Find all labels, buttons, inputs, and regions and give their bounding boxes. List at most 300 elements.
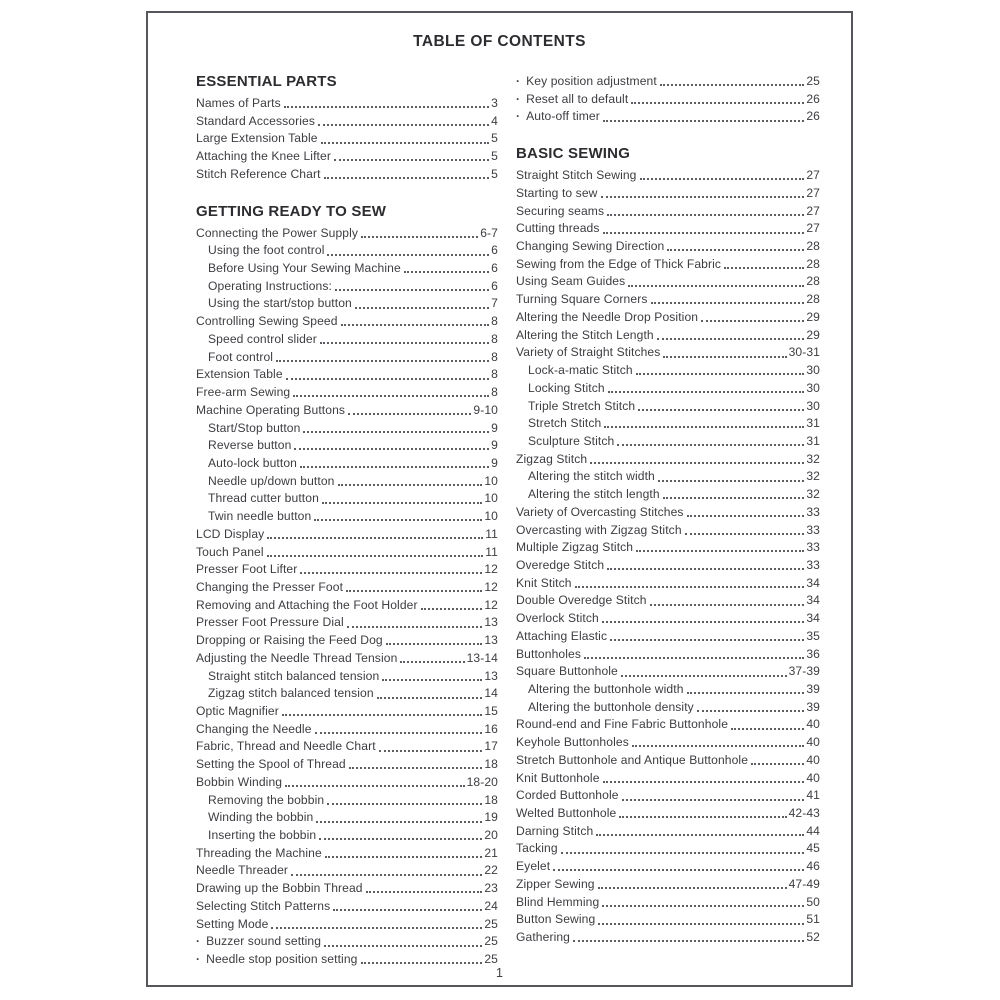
toc-entry-label: Altering the buttonhole width — [528, 682, 684, 696]
toc-entry — [516, 468, 820, 486]
toc-entry-page: 9-10 — [473, 402, 498, 417]
toc-entry-label: Double Overedge Stitch — [516, 593, 647, 608]
toc-entry-label: Altering the stitch width — [528, 469, 655, 484]
toc-entry-label: Multiple Zigzag Stitch — [516, 540, 634, 555]
toc-entry-page: 32 — [806, 469, 820, 484]
toc-entry — [196, 756, 498, 774]
toc-entry-page: 9 — [491, 455, 498, 470]
toc-entry-label: Standard Accessories — [196, 113, 315, 128]
toc-entry-label: Using the foot control — [208, 243, 325, 258]
toc-section — [516, 73, 820, 126]
toc-entry — [196, 225, 498, 243]
toc-entry — [516, 451, 820, 469]
dot-leader — [663, 497, 805, 499]
dot-leader — [321, 142, 490, 144]
toc-entry-page: 10 — [484, 491, 498, 506]
toc-entry — [516, 646, 820, 664]
dot-leader — [347, 626, 483, 628]
dot-leader — [604, 426, 804, 428]
toc-entry-label: Straight stitch balanced tension — [208, 668, 380, 683]
dot-leader — [349, 767, 483, 769]
toc-entry-label: Starting to sew — [516, 185, 598, 200]
toc-entry — [516, 327, 820, 345]
toc-entry-label: Touch Panel — [196, 544, 264, 559]
toc-entry-label: Using Seam Guides — [516, 274, 626, 289]
toc-entry-label: Square Buttonhole — [516, 664, 618, 679]
toc-entry-page: 20 — [484, 828, 498, 843]
toc-entry — [516, 628, 820, 646]
dot-leader — [348, 413, 471, 415]
dot-leader — [319, 838, 482, 840]
toc-entry — [516, 911, 820, 929]
toc-entry — [196, 278, 498, 296]
toc-entry-page: 47-49 — [788, 876, 820, 891]
toc-entry-page: 25 — [484, 952, 498, 967]
toc-entry-label: Darning Stitch — [516, 823, 594, 838]
toc-entry — [196, 792, 498, 810]
toc-entry-label: Removing and Attaching the Foot Holder — [196, 597, 418, 612]
toc-entry-label: Inserting the bobbin — [208, 828, 317, 843]
toc-entry-label: Locking Stitch — [528, 380, 605, 395]
dot-leader — [400, 661, 464, 663]
toc-entry — [196, 508, 498, 526]
dot-leader — [636, 373, 805, 375]
dot-leader — [636, 550, 804, 552]
toc-entry-label: Thread cutter button — [208, 491, 319, 506]
toc-entry-page: 8 — [491, 385, 498, 400]
toc-entry — [196, 260, 498, 278]
toc-entry — [196, 614, 498, 632]
toc-entry-page: 51 — [806, 912, 820, 927]
toc-entry-page: 35 — [806, 628, 820, 643]
toc-entry-page: 29 — [806, 327, 820, 342]
toc-entry-label: Blind Hemming — [516, 894, 600, 909]
toc-entry — [196, 148, 498, 166]
toc-entry-label: Threading the Machine — [196, 845, 322, 860]
toc-entry — [196, 113, 498, 131]
toc-entry-label: Overedge Stitch — [516, 557, 605, 572]
dot-leader — [327, 254, 489, 256]
toc-entry-page: 21 — [484, 845, 498, 860]
dot-leader — [590, 462, 804, 464]
toc-entry-label: Tacking — [516, 841, 558, 856]
dot-leader — [603, 232, 805, 234]
toc-entry — [516, 380, 820, 398]
toc-entry — [196, 827, 498, 845]
toc-entry — [516, 699, 820, 717]
toc-entry — [516, 185, 820, 203]
dot-leader — [724, 267, 804, 269]
dot-leader — [382, 679, 482, 681]
dot-leader — [658, 480, 804, 482]
toc-entry-page: 8 — [491, 367, 498, 382]
toc-entry-page: 52 — [806, 930, 820, 945]
toc-entry — [516, 823, 820, 841]
toc-entry-page: 40 — [806, 735, 820, 750]
toc-column-left — [196, 73, 498, 969]
toc-entry-label: Attaching the Knee Lifter — [196, 149, 331, 164]
toc-entry-label: Reverse button — [208, 438, 292, 453]
toc-entry — [516, 398, 820, 416]
dot-leader — [701, 320, 804, 322]
dot-leader — [640, 178, 805, 180]
toc-entry-page: 12 — [484, 597, 498, 612]
toc-entry-page: 7 — [491, 296, 498, 311]
toc-entry-page: 6 — [491, 261, 498, 276]
dot-leader — [346, 590, 482, 592]
dot-leader — [335, 289, 489, 291]
toc-entry — [196, 526, 498, 544]
toc-entry — [516, 752, 820, 770]
dot-leader — [386, 643, 483, 645]
toc-entry-label: Buzzer sound setting — [206, 934, 322, 949]
bullet-icon: · — [196, 952, 201, 967]
dot-leader — [300, 466, 489, 468]
toc-entry-page: 3 — [491, 96, 498, 110]
toc-entry-page: 41 — [806, 788, 820, 803]
dot-leader — [379, 750, 483, 752]
toc-entry — [516, 734, 820, 752]
dot-leader — [294, 448, 489, 450]
dot-leader — [324, 177, 490, 179]
toc-entry-page: 50 — [806, 894, 820, 909]
toc-entry-page: 34 — [806, 575, 820, 590]
toc-entry-page: 30 — [806, 380, 820, 395]
toc-entry — [196, 933, 498, 951]
toc-entry — [196, 862, 498, 880]
toc-entry-label: Changing Sewing Direction — [516, 239, 665, 254]
toc-entry-page: 9 — [491, 420, 498, 435]
toc-entry-page: 28 — [806, 292, 820, 307]
toc-entry — [196, 166, 498, 184]
toc-entry-label: Gathering — [516, 930, 571, 945]
dot-leader — [638, 409, 804, 411]
dot-leader — [267, 537, 483, 539]
toc-entry — [196, 420, 498, 438]
toc-entry-page: 30 — [806, 398, 820, 413]
toc-entry-page: 19 — [484, 810, 498, 825]
toc-entry-page: 31 — [806, 433, 820, 448]
toc-entry-label: Needle Threader — [196, 863, 289, 878]
dot-leader — [320, 342, 489, 344]
toc-entry — [516, 203, 820, 221]
dot-leader — [267, 555, 484, 557]
dot-leader — [377, 697, 483, 699]
dot-leader — [651, 302, 805, 304]
toc-entry-page: 8 — [491, 349, 498, 364]
toc-entry-page: 12 — [484, 562, 498, 577]
toc-entry-label: Changing the Presser Foot — [196, 579, 344, 594]
dot-leader — [573, 940, 804, 942]
dot-leader — [596, 834, 804, 836]
toc-entry-page: 16 — [484, 721, 498, 736]
toc-entry — [196, 437, 498, 455]
toc-entry — [516, 716, 820, 734]
toc-entry-label: Needle stop position setting — [206, 952, 358, 967]
toc-entry-label: Auto-off timer — [526, 109, 600, 124]
toc-entry — [516, 238, 820, 256]
toc-entry-page: 28 — [806, 256, 820, 271]
toc-entry — [516, 108, 820, 126]
toc-entry-page: 9 — [491, 438, 498, 453]
toc-entry-label: Attaching Elastic — [516, 628, 608, 643]
dot-leader — [303, 431, 489, 433]
toc-entry-label: Straight Stitch Sewing — [516, 168, 637, 183]
dot-leader — [608, 391, 805, 393]
toc-entry-page: 13 — [484, 633, 498, 648]
dot-leader — [687, 515, 805, 517]
toc-entry — [196, 738, 498, 756]
toc-entry — [516, 73, 820, 91]
toc-entry-label: Key position adjustment — [526, 74, 657, 88]
toc-entry-page: 39 — [806, 682, 820, 696]
toc-entry-label: Overlock Stitch — [516, 611, 599, 626]
toc-entry-label: Lock-a-matic Stitch — [528, 363, 633, 378]
dot-leader — [341, 324, 490, 326]
toc-entry-page: 40 — [806, 770, 820, 785]
toc-entry-page: 14 — [484, 686, 498, 701]
toc-entry — [516, 362, 820, 380]
bullet-icon: · — [196, 934, 201, 949]
toc-entry — [516, 256, 820, 274]
dot-leader — [361, 962, 483, 964]
toc-entry — [516, 291, 820, 309]
toc-entry-page: 22 — [484, 863, 498, 878]
toc-entry-page: 23 — [484, 881, 498, 896]
toc-entry-label: LCD Display — [196, 526, 265, 541]
toc-entry — [196, 455, 498, 473]
page-border-frame — [146, 11, 853, 987]
toc-entry-page: 8 — [491, 314, 498, 329]
toc-entry-page: 13 — [484, 615, 498, 630]
dot-leader — [421, 608, 483, 610]
toc-entry-label: Presser Foot Lifter — [196, 562, 298, 577]
toc-entry-page: 11 — [485, 544, 498, 559]
toc-entry — [516, 91, 820, 109]
toc-entry-page: 40 — [806, 752, 820, 767]
toc-entry-page: 17 — [484, 739, 498, 754]
toc-entry-label: Cutting threads — [516, 221, 600, 236]
dot-leader — [631, 102, 804, 104]
toc-entry — [516, 929, 820, 947]
toc-entry — [516, 787, 820, 805]
toc-entry-page: 31 — [806, 416, 820, 431]
toc-entry-page: 33 — [806, 504, 820, 519]
toc-entry-label: Altering the stitch length — [528, 487, 660, 502]
dot-leader — [602, 905, 804, 907]
toc-entry — [196, 597, 498, 615]
toc-entry — [516, 610, 820, 628]
toc-entry — [196, 490, 498, 508]
dot-leader — [687, 692, 805, 694]
toc-entry — [196, 242, 498, 260]
toc-entry — [196, 880, 498, 898]
dot-leader — [334, 159, 489, 161]
page-title: TABLE OF CONTENTS — [413, 33, 586, 50]
toc-entry-page: 24 — [484, 898, 498, 913]
toc-section — [196, 73, 498, 184]
toc-entry-label: Presser Foot Pressure Dial — [196, 615, 344, 630]
dot-leader — [667, 249, 804, 251]
toc-entry-label: Setting Mode — [196, 916, 269, 931]
dot-leader — [282, 714, 483, 716]
toc-entry-label: Connecting the Power Supply — [196, 225, 359, 240]
toc-entry-page: 26 — [806, 109, 820, 124]
dot-leader — [338, 484, 483, 486]
toc-entry-page: 5 — [491, 131, 498, 146]
dot-leader — [271, 927, 482, 929]
toc-entry-label: Bobbin Winding — [196, 774, 283, 789]
toc-entry-page: 10 — [484, 509, 498, 524]
toc-entry-page: 28 — [806, 239, 820, 254]
dot-leader — [300, 572, 482, 574]
dot-leader — [610, 639, 804, 641]
toc-section — [196, 203, 498, 969]
toc-entry-page: 5 — [491, 149, 498, 164]
toc-entry — [516, 681, 820, 699]
toc-entry-label: Sculpture Stitch — [528, 433, 615, 448]
toc-entry-page: 6-7 — [480, 225, 498, 240]
toc-entry-label: Fabric, Thread and Needle Chart — [196, 739, 376, 754]
dot-leader — [632, 745, 805, 747]
dot-leader — [697, 710, 805, 712]
toc-entry-page: 42-43 — [788, 806, 820, 821]
toc-entry-label: Altering the Stitch Length — [516, 327, 654, 342]
toc-entry-page: 27 — [806, 168, 820, 183]
toc-entry-label: Button Sewing — [516, 912, 596, 927]
toc-entry — [516, 557, 820, 575]
dot-leader — [355, 307, 489, 309]
toc-entry — [516, 273, 820, 291]
dot-leader — [660, 84, 805, 86]
toc-entry-page: 25 — [484, 916, 498, 931]
toc-entry-page: 18-20 — [466, 774, 498, 789]
toc-entry — [516, 220, 820, 238]
toc-entry-label: Securing seams — [516, 203, 605, 218]
toc-entry-page: 13-14 — [466, 650, 498, 665]
toc-entry-label: Keyhole Buttonholes — [516, 735, 629, 750]
bullet-icon: · — [516, 109, 521, 124]
toc-entry-page: 46 — [806, 859, 820, 874]
dot-leader — [575, 586, 805, 588]
toc-entry — [196, 774, 498, 792]
toc-entry-label: Zigzag Stitch — [516, 451, 588, 466]
toc-entry — [196, 349, 498, 367]
toc-entry-label: Before Using Your Sewing Machine — [208, 261, 401, 276]
toc-column-right — [516, 73, 820, 947]
toc-entry-label: Selecting Stitch Patterns — [196, 898, 331, 913]
dot-leader — [663, 356, 786, 358]
toc-entry-label: Foot control — [208, 349, 274, 364]
dot-leader — [598, 887, 787, 889]
toc-entry-label: Stretch Stitch — [528, 416, 602, 431]
toc-entry-label: Large Extension Table — [196, 131, 318, 146]
toc-entry — [516, 840, 820, 858]
toc-entry-label: Altering the Needle Drop Position — [516, 309, 699, 324]
dot-leader — [561, 852, 805, 854]
toc-entry-label: Needle up/down button — [208, 473, 335, 488]
toc-entry-page: 34 — [806, 593, 820, 608]
toc-entry — [516, 592, 820, 610]
toc-entry — [196, 130, 498, 148]
toc-entry-label: Reset all to default — [526, 91, 629, 106]
toc-entry-label: Variety of Overcasting Stitches — [516, 504, 684, 519]
dot-leader — [286, 378, 490, 380]
toc-entry-label: Machine Operating Buttons — [196, 402, 346, 417]
toc-entry-page: 28 — [806, 274, 820, 289]
toc-entry-page: 5 — [491, 166, 498, 181]
toc-entry-label: Names of Parts — [196, 96, 281, 110]
toc-entry-page: 33 — [806, 557, 820, 572]
toc-entry — [196, 366, 498, 384]
toc-entry — [196, 295, 498, 313]
toc-entry — [516, 876, 820, 894]
dot-leader — [285, 785, 464, 787]
toc-entry-label: Sewing from the Edge of Thick Fabric — [516, 256, 722, 271]
toc-section — [516, 145, 820, 947]
toc-entry — [196, 561, 498, 579]
toc-entry-page: 45 — [806, 841, 820, 856]
toc-entry-label: Welted Buttonhole — [516, 806, 617, 821]
bullet-icon: · — [516, 74, 521, 88]
dot-leader — [325, 856, 483, 858]
toc-entry — [196, 331, 498, 349]
toc-entry-label: Extension Table — [196, 367, 283, 382]
dot-leader — [603, 781, 805, 783]
toc-entry-label: Drawing up the Bobbin Thread — [196, 881, 363, 896]
toc-entry-page: 29 — [806, 309, 820, 324]
dot-leader — [607, 568, 804, 570]
toc-entry — [516, 575, 820, 593]
toc-entry-page: 15 — [484, 704, 498, 718]
dot-leader — [291, 874, 482, 876]
toc-entry — [516, 522, 820, 540]
dot-leader — [602, 621, 805, 623]
toc-entry-label: Controlling Sewing Speed — [196, 314, 338, 329]
dot-leader — [318, 124, 489, 126]
dot-leader — [603, 120, 804, 122]
toc-entry-page: 30 — [806, 363, 820, 378]
toc-entry — [196, 845, 498, 863]
toc-entry-page: 36 — [806, 646, 820, 661]
toc-entry — [196, 579, 498, 597]
toc-entry-label: Twin needle button — [208, 509, 312, 524]
section-heading: ESSENTIAL PARTS — [196, 73, 337, 90]
dot-leader — [685, 533, 805, 535]
toc-entry-page: 25 — [806, 74, 820, 88]
toc-entry-label: Knit Stitch — [516, 575, 572, 590]
toc-entry — [196, 473, 498, 491]
toc-entry — [516, 344, 820, 362]
dot-leader — [361, 236, 478, 238]
toc-entry — [196, 809, 498, 827]
toc-entry — [196, 402, 498, 420]
toc-entry-label: Triple Stretch Stitch — [528, 398, 636, 413]
dot-leader — [327, 803, 482, 805]
dot-leader — [553, 869, 804, 871]
dot-leader — [751, 763, 804, 765]
toc-entry-page: 18 — [484, 757, 498, 772]
toc-entry — [516, 539, 820, 557]
dot-leader — [276, 360, 489, 362]
toc-entry-label: Adjusting the Needle Thread Tension — [196, 650, 398, 665]
toc-entry-page: 8 — [491, 331, 498, 346]
toc-entry — [196, 544, 498, 562]
dot-leader — [598, 923, 804, 925]
toc-entry-label: Turning Square Corners — [516, 292, 648, 307]
dot-leader — [607, 214, 804, 216]
toc-entry-page: 12 — [484, 579, 498, 594]
